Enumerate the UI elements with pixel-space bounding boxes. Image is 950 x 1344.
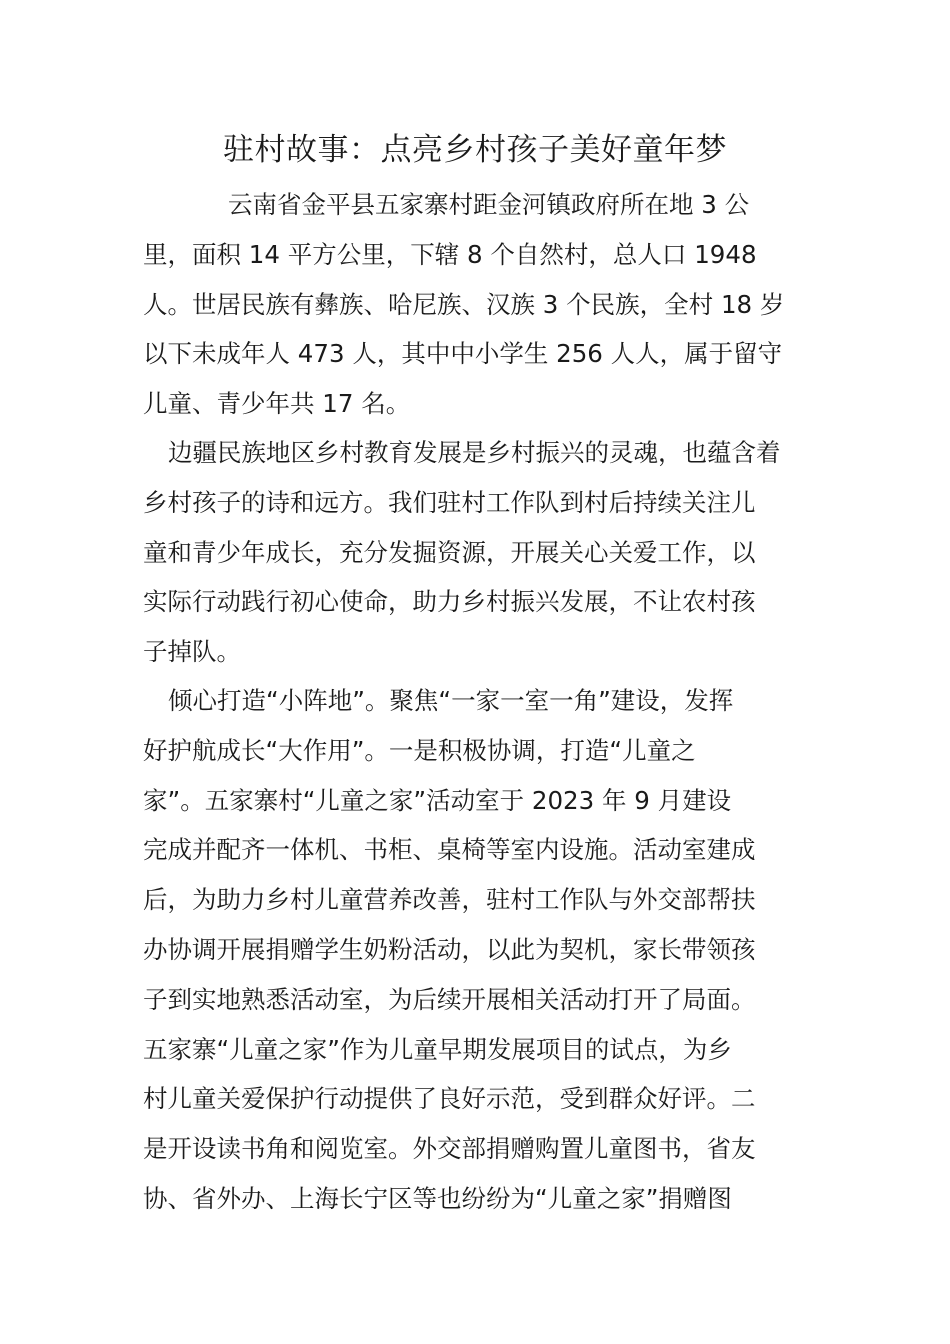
text-line: 人。世居民族有彝族、哈尼族、汉族 3 个民族，全村 18 岁 <box>143 289 785 319</box>
text-line: 后，为助力乡村儿童营养改善，驻村工作队与外交部帮扶 <box>143 885 756 915</box>
text-line: 家”。五家寨村“儿童之家”活动室于 2023 年 9 月建设 <box>143 785 732 815</box>
text-line: 是开设读书角和阅览室。外交部捐赠购置儿童图书，省友 <box>143 1134 756 1164</box>
paragraph-1 <box>143 180 811 429</box>
text-line: 完成并配齐一体机、书柜、桌椅等室内设施。活动室建成 <box>143 835 756 865</box>
text-line: 村儿童关爱保护行动提供了良好示范，受到群众好评。二 <box>143 1084 756 1114</box>
text-line: 办协调开展捐赠学生奶粉活动，以此为契机，家长带领孩 <box>143 934 756 964</box>
text-line: 边疆民族地区乡村教育发展是乡村振兴的灵魂，也蕴含着 <box>168 438 781 467</box>
text-line: 子掉队。 <box>143 637 241 667</box>
text-line: 云南省金平县五家寨村距金河镇政府所在地 3 公 <box>228 190 750 219</box>
paragraph-2 <box>143 428 811 677</box>
text-line: 倾心打造“小阵地”。聚焦“一家一室一角”建设，发挥 <box>168 686 734 715</box>
text-line: 五家寨“儿童之家”作为儿童早期发展项目的试点，为乡 <box>143 1034 732 1064</box>
document-title: 驻村故事：点亮乡村孩子美好童年梦 <box>223 132 727 168</box>
text-line: 乡村孩子的诗和远方。我们驻村工作队到村后持续关注儿 <box>143 487 756 517</box>
text-line: 子到实地熟悉活动室，为后续开展相关活动打开了局面。 <box>143 984 756 1014</box>
text-line: 里，面积 14 平方公里，下辖 8 个自然村，总人口 1948 <box>143 239 757 269</box>
text-line: 好护航成长“大作用”。一是积极协调，打造“儿童之 <box>143 735 696 765</box>
paragraph-3 <box>143 676 811 1224</box>
text-line: 以下未成年人 473 人，其中中小学生 256 人人，属于留守 <box>143 339 783 369</box>
text-line: 协、省外办、上海长宁区等也纷纷为“儿童之家”捐赠图 <box>143 1183 732 1213</box>
text-line: 童和青少年成长，充分发掘资源，开展关心关爱工作，以 <box>143 537 756 567</box>
text-line: 儿童、青少年共 17 名。 <box>143 389 411 419</box>
text-line: 实际行动践行初心使命，助力乡村振兴发展，不让农村孩 <box>143 587 756 617</box>
